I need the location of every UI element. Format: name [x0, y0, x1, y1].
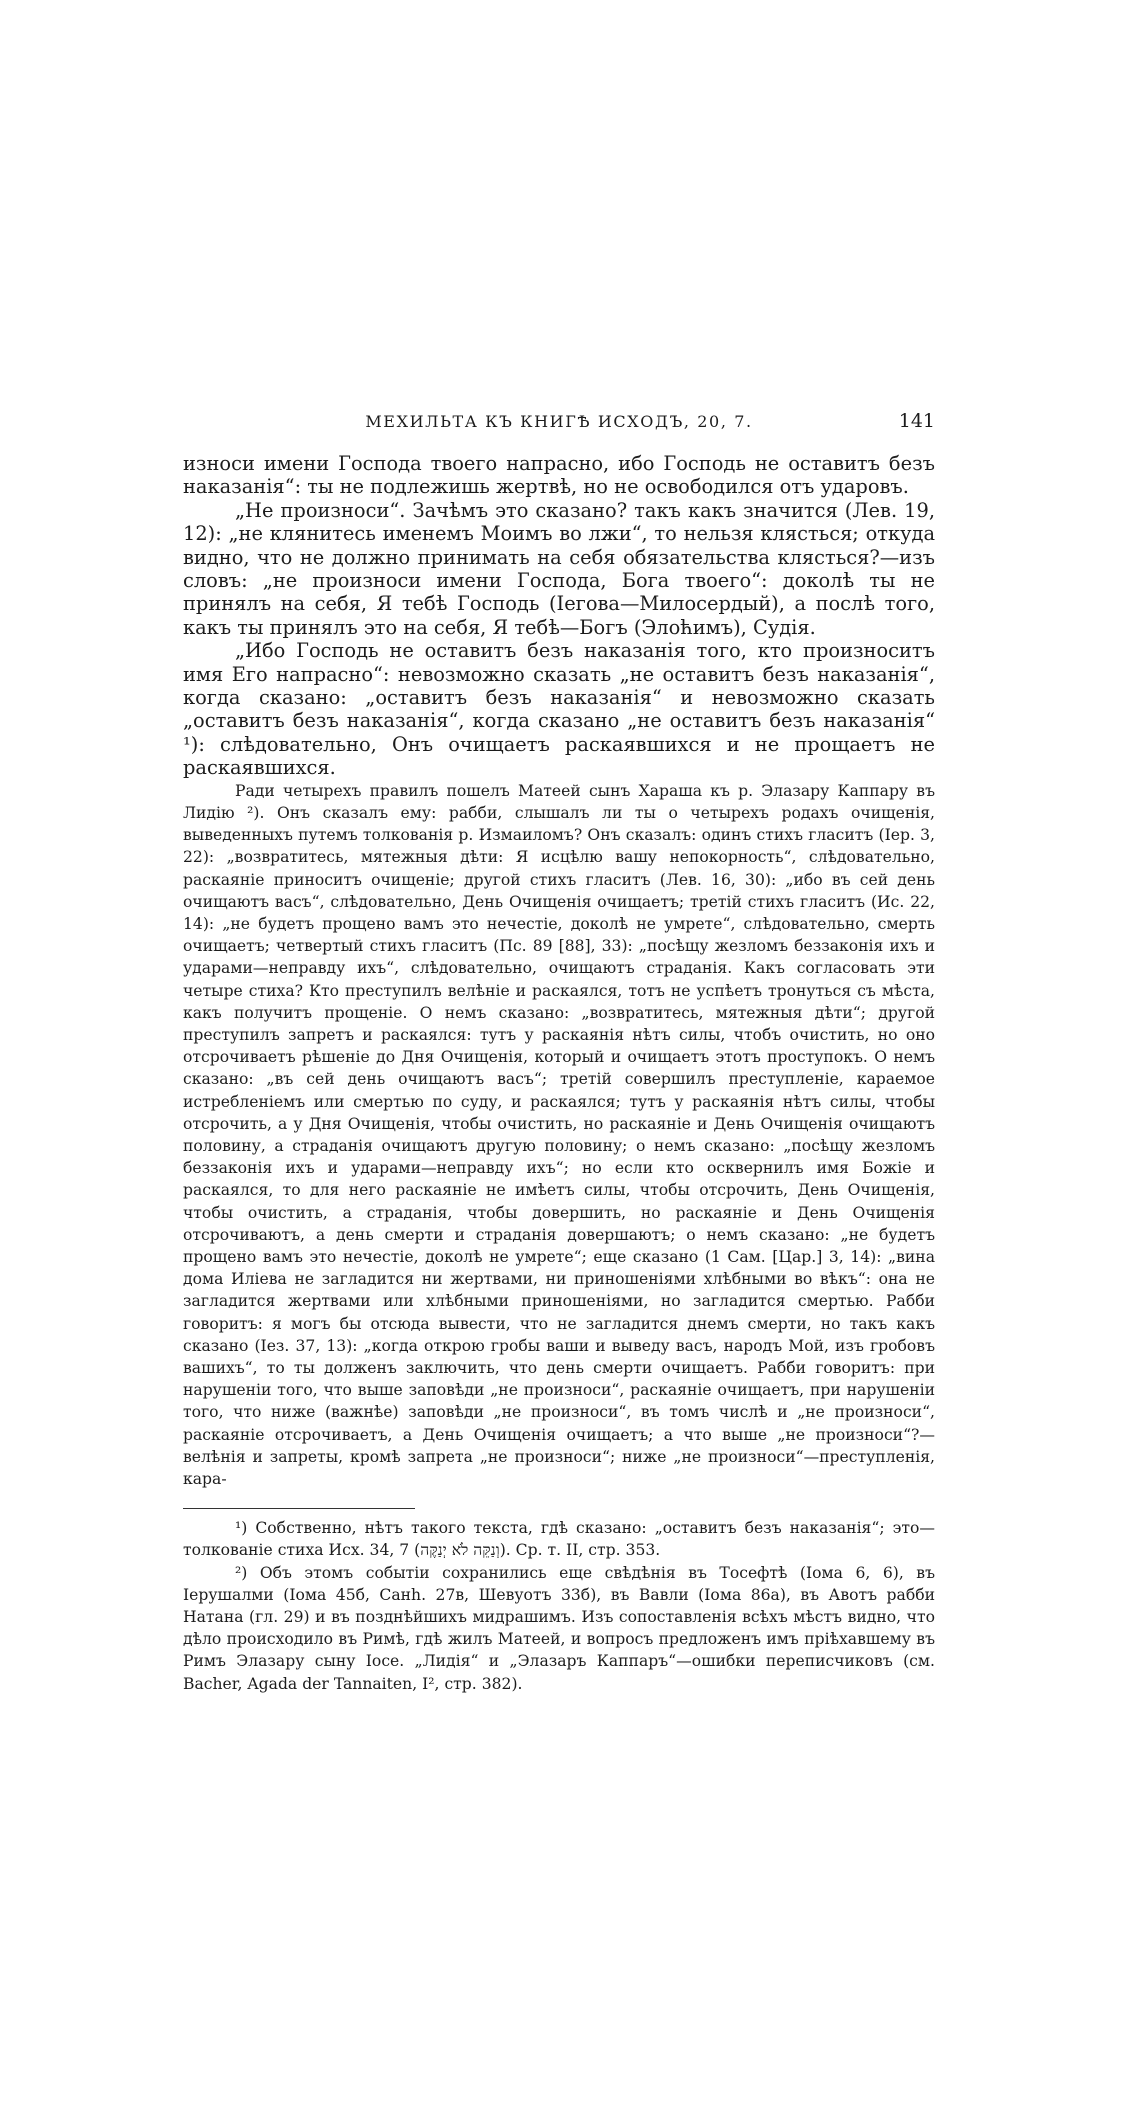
footnotes [183, 1517, 935, 1695]
book-page [183, 408, 935, 1695]
page-number: 141 [898, 410, 935, 432]
commentary-paragraph: Ради четырехъ правилъ пошелъ Матеей сынъ Хараша къ р. Элазару Каппару въ Лидію ²). Онъ сказалъ ему: рабби, слышалъ ли ты о четырехъ родахъ очищенія, выведенныхъ путемъ толкованія р. Измаиломъ? Онъ сказалъ: одинъ стихъ гласитъ (Іер. 3, 22): „возвратитесь, мятежныя дѣти: Я исцѣлю вашу непокорность“, слѣдовательно, раскаяніе приноситъ очищеніе; другой стихъ гласитъ (Лев. 16, 30): „ибо въ сей день очищаютъ васъ“, слѣдовательно, День Очищенія очищаетъ; третій стихъ гласитъ (Ис. 22, 14): „не будетъ прощено вамъ это нечестіе, доколѣ не умрете“, слѣдовательно, смерть очищаетъ; четвертый стихъ гласитъ (Пс. 89 [88], 33): „посѣщу жезломъ беззаконія ихъ и ударами—неправду ихъ“, слѣдовательно, очищаютъ страданія. Какъ согласовать эти четыре стиха? Кто преступилъ велѣніе и раскаялся, тотъ не успѣетъ тронуться съ мѣста, какъ получитъ прощеніе. О немъ сказано: „возвратитесь, мятежныя дѣти“; другой преступилъ запретъ и раскаялся: тутъ у раскаянія нѣтъ силы, чтобъ очистить, но оно отсрочиваетъ рѣшеніе до Дня Очищенія, который и очищаетъ этотъ проступокъ. О немъ сказано: „въ сей день очищаютъ васъ“; третій совершилъ преступленіе, караемое истребленіемъ или смертью по суду, и раскаялся; тутъ у раскаянія нѣтъ силы, чтобы отсрочить, а у Дня Очищенія, чтобы очистить, но раскаяніе и День Очищенія очищаютъ половину, а страданія очищаютъ другую половину; о немъ сказано: „посѣщу жезломъ беззаконія ихъ и ударами—неправду ихъ“; но если кто осквернилъ имя Божіе и раскаялся, то для него раскаяніе не имѣетъ силы, чтобы отсрочить, День Очищенія, чтобы очистить, а страданія, чтобы довершить, но раскаяніе и День Очищенія отсрочиваютъ, а день смерти и страданія довершаютъ; о немъ сказано: „не будетъ прощено вамъ это нечестіе, доколѣ не умрете“; еще сказано (1 Сам. [Цар.] 3, 14): „вина дома Иліева не загладится ни жертвами, ни приношеніями хлѣбными во вѣкъ“: она не загладится жертвами или хлѣбными приношеніями, но загладится смертью. Рабби говоритъ: я могъ бы отсюда вывести, что не загладится днемъ смерти, но такъ какъ сказано (Іез. 37, 13): „когда открою гробы ваши и выведу васъ, народъ Мой, изъ гробовъ вашихъ“, то ты долженъ заключить, что день смерти очищаетъ. Рабби говоритъ: при нарушеніи того, что выше заповѣди „не произноси“, раскаяніе очищаетъ, при нарушеніи того, что ниже (важнѣе) заповѣди „не произноси“, въ томъ числѣ и „не произноси“, раскаяніе отсрочиваетъ, а День Очищенія очищаетъ; а что выше „не произноси“?—велѣнія и запреты, кромѣ запрета „не произноси“; ниже „не произноси“—преступленія, кара- [183, 781, 935, 1488]
commentary-text [183, 780, 935, 1491]
paragraph-3: „Ибо Господь не оставитъ безъ наказанія того, кто произноситъ имя Его напрасно“: невозможно сказать „не оставитъ безъ наказанія“, когда сказано: „оставитъ безъ наказанія“ и невозможно сказать „оставитъ безъ наказанія“, когда сказано „не оставитъ безъ наказанія“ ¹): слѣдовательно, Онъ очищаетъ раскаявшихся и не прощаетъ не раскаявшихся. [183, 639, 935, 780]
paragraph-1: износи имени Господа твоего напрасно, ибо Господь не оставитъ безъ наказанія“: ты не подлежишь жертвѣ, но не освободился отъ ударовъ. [183, 452, 935, 499]
footnote-2: ²) Объ этомъ событіи сохранились еще свѣдѣнія въ Тосефтѣ (Іома 6, 6), въ Іерушалми (Іома 45б, Санһ. 27в, Шевуотъ 33б), въ Вавли (Іома 86а), въ Авотъ рабби Натана (гл. 29) и въ позднѣйшихъ мидрашимъ. Изъ сопоставленія всѣхъ мѣстъ видно, что дѣло происходило въ Римѣ, гдѣ жилъ Матеей, и вопросъ предложенъ имъ пріѣхавшему въ Римъ Элазару сыну Іосе. „Лидія“ и „Элазаръ Каппаръ“—ошибки переписчиковъ (см. Bacher, Agada der Tannaiten, I², стр. 382). [183, 1563, 935, 1693]
main-text [183, 452, 935, 780]
running-title: МЕХИЛЬТА КЪ КНИГѢ ИСХОДЪ, 20, 7. [365, 412, 753, 431]
footnote-divider [183, 1508, 415, 1509]
paragraph-2: „Не произноси“. Зачѣмъ это сказано? такъ какъ значится (Лев. 19, 12): „не клянитесь именемъ Моимъ во лжи“, то нельзя клясться; откуда видно, что не должно принимать на себя обязательства клясться?—изъ словъ: „не произноси имени Господа, Бога твоего“: доколѣ ты не принялъ на себя, Я тебѣ Господь (Іегова—Милосердый), а послѣ того, какъ ты принялъ это на себя, Я тебѣ—Богъ (Элоћимъ), Судія. [183, 498, 935, 639]
footnote-1: ¹) Собственно, нѣтъ такого текста, гдѣ сказано: „оставитъ безъ наказанія“; это—толкованіе стиха Исх. 34, 7 (וְנַקֵּה לֹא יְנַקֶּה). Ср. т. II, стр. 353. [183, 1519, 935, 1560]
running-head [183, 408, 935, 438]
